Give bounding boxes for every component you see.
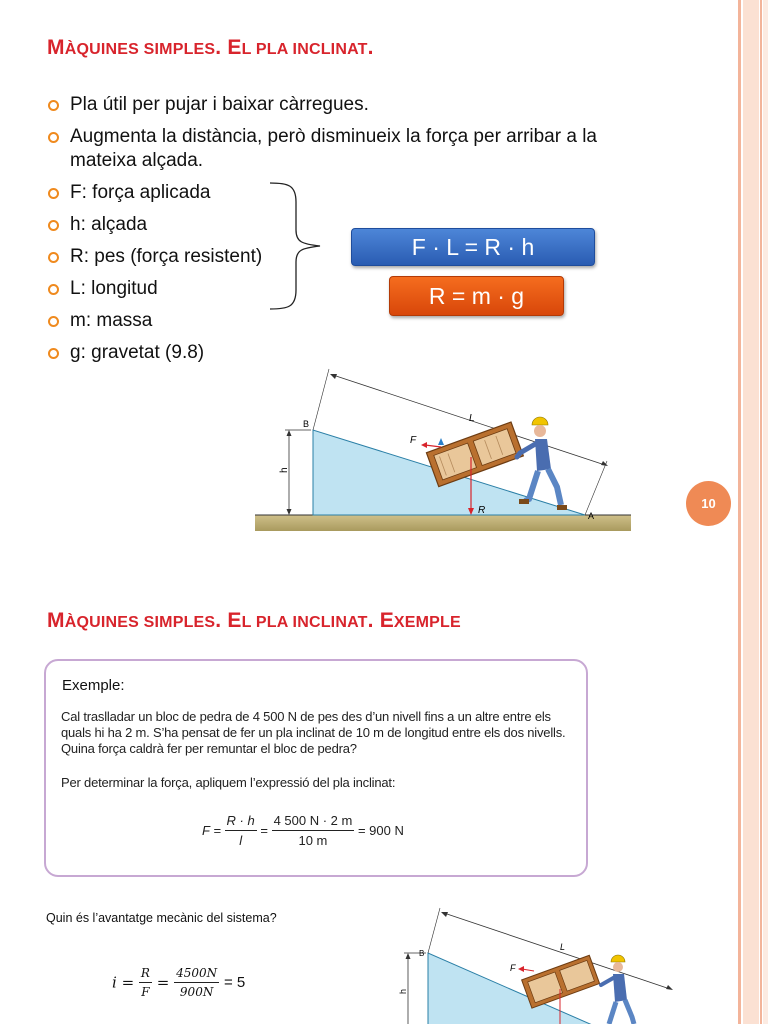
title-example-part: L PLA INCLINAT — [241, 614, 368, 631]
force-equation — [202, 813, 404, 848]
title-part: L PLA INCLINAT — [241, 41, 368, 58]
ratio-frac2-num: 4500N — [176, 966, 218, 980]
title-example-part: . E — [215, 609, 242, 632]
ratio-mid: = — [156, 973, 170, 992]
slide-title-example — [47, 609, 461, 633]
bullet-item — [47, 277, 667, 301]
title-example-part: . E — [367, 609, 394, 632]
title-part: . E — [215, 36, 242, 59]
label-R: R — [478, 505, 486, 516]
ground — [255, 515, 631, 531]
title-example-part: ÀQUINES SIMPLES — [64, 614, 216, 631]
inclined-plane-diagram — [255, 365, 635, 533]
mechanical-advantage-equation — [112, 966, 245, 999]
bullet-text: F: força aplicada — [70, 182, 211, 203]
eq-frac2-den: 10 m — [272, 830, 355, 848]
label-L-2: L — [560, 942, 566, 952]
bullet-ring-icon — [48, 284, 59, 295]
page-number-badge: 10 — [686, 481, 731, 526]
ratio-frac2-den: 900N — [174, 982, 219, 999]
worker-figure-2 — [601, 955, 634, 1024]
bullet-text: Pla útil per pujar i baixar càrregues. — [70, 94, 369, 115]
bullet-text: L: longitud — [70, 278, 158, 299]
decorative-stripes — [736, 0, 768, 1024]
ratio-frac1-num: R — [140, 966, 150, 980]
bullet-text: g: gravetat (9.8) — [70, 342, 205, 363]
label-h: h — [279, 467, 290, 473]
bullet-ring-icon — [48, 316, 59, 327]
curly-brace — [268, 180, 328, 312]
label-B-2: B — [419, 949, 425, 958]
label-F-2: F — [510, 963, 516, 973]
example-label: Exemple: — [62, 677, 125, 694]
example-statement: Cal traslladar un bloc de pedra de 4 500 N de pes des d’un nivell fins a un altre entre els quals hi ha 2 m. S’ha pensat de fer un pla inclinat de 10 m de longitud entre els dos nivells. Quina força caldrà fer per remuntar el bloc de pedra? — [61, 709, 566, 756]
eq-frac1-den: l — [225, 830, 257, 848]
title-example-part: M — [47, 609, 65, 632]
inclined-plane-diagram-2 — [388, 905, 680, 1024]
crate — [426, 422, 523, 487]
bullet-text: m: massa — [70, 310, 153, 331]
example-method: Per determinar la força, apliquem l’expressió del pla inclinat: — [61, 775, 396, 790]
label-L: L — [469, 413, 475, 424]
eq-rhs: = 900 N — [357, 823, 404, 838]
mechanical-advantage-question: Quin és l’avantatge mecànic del sistema? — [46, 911, 277, 925]
label-h-2: h — [398, 988, 408, 994]
bullet-item — [47, 341, 667, 365]
title-part: ÀQUINES SIMPLES — [64, 41, 216, 58]
eq-mid: = — [260, 823, 268, 838]
eq-frac1-num: R · h — [226, 813, 255, 828]
crate-2 — [522, 955, 600, 1008]
bullet-ring-icon — [48, 132, 59, 143]
bullet-ring-icon — [48, 348, 59, 359]
label-A: A — [588, 511, 595, 521]
bullet-ring-icon — [48, 188, 59, 199]
label-F: F — [410, 435, 417, 446]
bullet-ring-icon — [48, 252, 59, 263]
bullet-text: R: pes (força resistent) — [70, 246, 263, 267]
bullet-text: h: alçada — [70, 214, 148, 235]
ratio-frac1-den: F — [139, 982, 152, 999]
bullet-item — [47, 309, 667, 333]
example-panel — [44, 659, 588, 877]
title-part: . — [367, 36, 374, 59]
slide-title — [47, 36, 374, 60]
bullet-ring-icon — [48, 100, 59, 111]
ratio-lhs: i = — [112, 973, 135, 992]
formula-force-balance: F · L = R · h — [351, 228, 595, 266]
label-B: B — [303, 419, 310, 429]
bullet-item — [47, 93, 667, 117]
formula-weight: R = m · g — [389, 276, 564, 316]
bullet-text: Augmenta la distància, però disminueix la força per arribar a la mateixa alçada. — [70, 126, 597, 171]
ratio-rhs: = 5 — [223, 974, 246, 991]
eq-frac2-num: 4 500 N · 2 m — [273, 813, 353, 828]
eq-lhs: F = — [202, 823, 221, 838]
bullet-item — [47, 181, 667, 205]
bullet-ring-icon — [48, 220, 59, 231]
title-part: M — [47, 36, 65, 59]
bullet-item — [47, 125, 667, 173]
title-example-part: XEMPLE — [393, 614, 461, 631]
